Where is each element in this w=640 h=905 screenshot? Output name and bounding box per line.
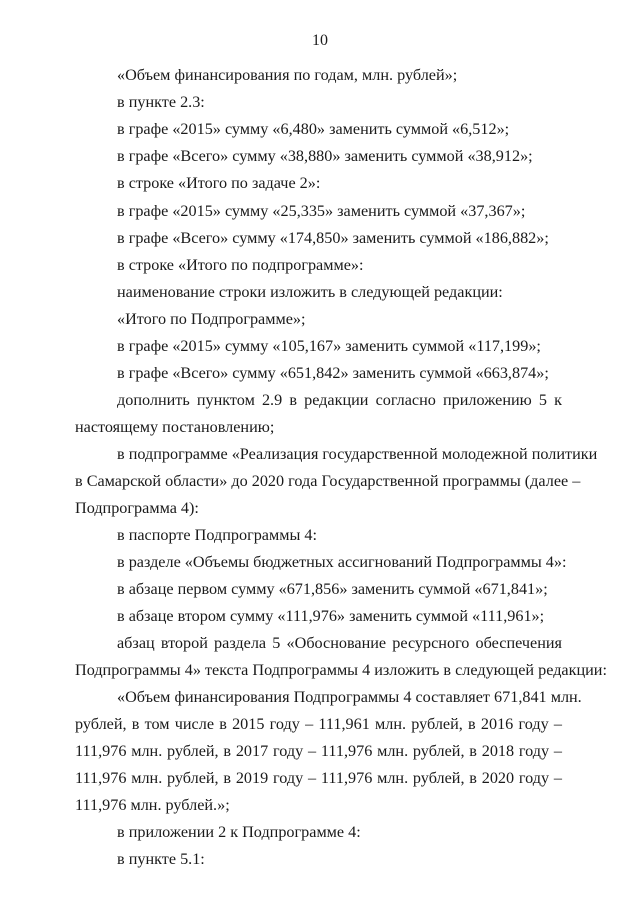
text-line: в подпрограмме «Реализация государственной молодежной политики — [117, 445, 598, 463]
text-line: «Итого по Подпрограмме»; — [117, 310, 306, 328]
text-line: в паспорте Подпрограммы 4: — [117, 526, 317, 544]
text-line: в графе «2015» сумму «105,167» заменить суммой «117,199»; — [117, 337, 541, 355]
text-line: рублей, в том числе в 2015 году – 111,961 млн. рублей, в 2016 году – — [75, 715, 562, 733]
text-line: в разделе «Объемы бюджетных ассигнований Подпрограммы 4»: — [117, 553, 567, 571]
text-line: Подпрограмма 4): — [75, 499, 199, 517]
text-line: 111,976 млн. рублей, в 2017 году – 111,976 млн. рублей, в 2018 году – — [75, 742, 562, 760]
text-line: Подпрограммы 4» текста Подпрограммы 4 изложить в следующей редакции: — [75, 661, 607, 679]
text-line: «Объем финансирования Подпрограммы 4 составляет 671,841 млн. — [117, 688, 582, 706]
text-line: абзац второй раздела 5 «Обоснование ресурсного обеспечения — [117, 634, 562, 652]
text-line: 111,976 млн. рублей, в 2019 году – 111,976 млн. рублей, в 2020 году – — [75, 769, 562, 787]
text-line: в строке «Итого по подпрограмме»: — [117, 256, 364, 274]
page-number: 10 — [312, 32, 328, 49]
text-line: в Самарской области» до 2020 года Государственной программы (далее – — [75, 472, 581, 490]
text-line: в графе «Всего» сумму «38,880» заменить суммой «38,912»; — [117, 147, 533, 165]
text-line: в пункте 5.1: — [117, 850, 205, 868]
text-line: в графе «Всего» сумму «651,842» заменить суммой «663,874»; — [117, 364, 549, 382]
text-line: наименование строки изложить в следующей редакции: — [117, 283, 503, 301]
text-line: в графе «2015» сумму «25,335» заменить суммой «37,367»; — [117, 202, 526, 220]
text-line: «Объем финансирования по годам, млн. рублей»; — [117, 66, 458, 84]
text-line: в приложении 2 к Подпрограмме 4: — [117, 823, 361, 841]
text-line: 111,976 млн. рублей.»; — [75, 796, 230, 814]
text-line: в графе «Всего» сумму «174,850» заменить суммой «186,882»; — [117, 229, 549, 247]
text-line: в абзаце втором сумму «111,976» заменить суммой «111,961»; — [117, 607, 545, 625]
text-line: настоящему постановлению; — [75, 418, 275, 436]
text-line: дополнить пунктом 2.9 в редакции согласно приложению 5 к — [117, 391, 562, 409]
text-line: в графе «2015» сумму «6,480» заменить суммой «6,512»; — [117, 120, 510, 138]
text-line: в пункте 2.3: — [117, 93, 205, 111]
text-line: в строке «Итого по задаче 2»: — [117, 174, 321, 192]
text-line: в абзаце первом сумму «671,856» заменить суммой «671,841»; — [117, 580, 548, 598]
